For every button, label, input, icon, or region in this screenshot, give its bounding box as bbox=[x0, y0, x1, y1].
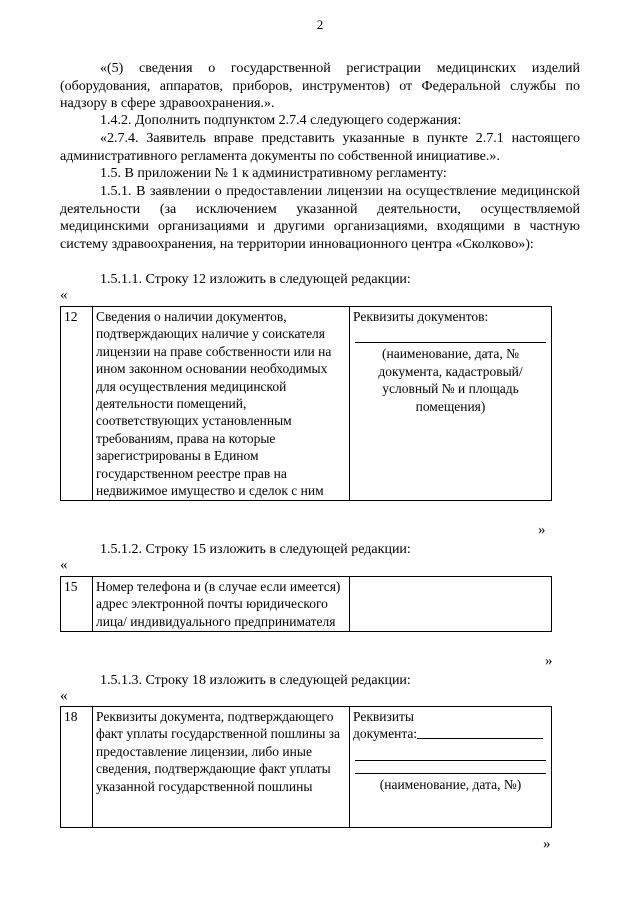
requisites-title-a: Реквизиты bbox=[353, 709, 415, 724]
paragraph-1-5-1: 1.5.1. В заявлении о предоставлении лицензии на осуществление медицинской деятельности (за исключением указанной деятельности, осуществляемой медицинскими организациями и другими организациями, входящими в частную систему здравоохранения, на территории инновационного центра «Сколково»): bbox=[60, 184, 580, 252]
fill-line bbox=[355, 325, 546, 343]
paragraph-2-7-4: «2.7.4. Заявитель вправе представить указанные в пункте 2.7.1 настоящего административного регламента документы по собственной инициативе.». bbox=[60, 131, 580, 164]
close-quote-18: » bbox=[543, 836, 551, 852]
paragraph-1-5-1-3: 1.5.1.3. Строку 18 изложить в следующей редакции: bbox=[100, 673, 411, 688]
row-description: Реквизиты документа, подтверждающего факт уплаты государственной пошлины за предоставление лицензии, либо иные сведения, подтверждающие факт уплаты указанной государственной пошлины bbox=[93, 707, 350, 828]
open-quote-12: « bbox=[60, 287, 68, 303]
fill-line bbox=[417, 738, 543, 739]
row-requisites bbox=[350, 307, 552, 501]
table-row-15 bbox=[60, 576, 552, 632]
paragraph-1-5-1-2: 1.5.1.2. Строку 15 изложить в следующей редакции: bbox=[100, 542, 411, 557]
row-number: 12 bbox=[61, 307, 93, 501]
row-description: Номер телефона и (в случае если имеется) адрес электронной почты юридического лица/ индивидуального предпринимателя bbox=[93, 577, 350, 632]
requisites-title-line bbox=[353, 725, 548, 742]
row-description: Сведения о наличии документов, подтверждающих наличие у соискателя лицензии на праве собственности или на ином законном основании необходимых для осуществления медицинской деятельности помещений, соответствующих установленным требованиям, права на которые зарегистрированы в Едином государственном реестре прав на недвижимое имущество и сделок с ним bbox=[93, 307, 350, 501]
requisites-title: Реквизиты документов: bbox=[353, 309, 489, 324]
requisites-note: (наименование, дата, №) bbox=[379, 776, 522, 792]
paragraph-item-5: «(5) сведения о государственной регистрации медицинских изделий (оборудования, аппаратов, приборов, инструментов) от Федеральной службы по надзору в сфере здравоохранения.». bbox=[60, 61, 580, 111]
row-number: 18 bbox=[61, 707, 93, 828]
requisites-note: (наименование, дата, № документа, кадастровый/ условный № и площадь помещения) bbox=[378, 346, 523, 414]
fill-line bbox=[355, 743, 546, 761]
paragraph-1-5: 1.5. В приложении № 1 к административному регламенту: bbox=[100, 166, 447, 181]
paragraph-1-5-1-1: 1.5.1.1. Строку 12 изложить в следующей редакции: bbox=[100, 272, 411, 287]
open-quote-18: « bbox=[60, 688, 68, 704]
close-quote-15: » bbox=[545, 653, 553, 669]
table-row-18 bbox=[60, 706, 552, 828]
row-value-empty bbox=[350, 577, 552, 632]
open-quote-15: « bbox=[60, 557, 68, 573]
close-quote-12: » bbox=[538, 522, 546, 538]
page-number: 2 bbox=[316, 17, 324, 32]
fill-line bbox=[355, 761, 546, 774]
requisites-title-b: документа: bbox=[353, 726, 418, 742]
row-requisites bbox=[350, 707, 552, 828]
table-row-12 bbox=[60, 306, 552, 501]
row-number: 15 bbox=[61, 577, 93, 632]
paragraph-1-4-2: 1.4.2. Дополнить подпунктом 2.7.4 следующего содержания: bbox=[100, 113, 462, 128]
